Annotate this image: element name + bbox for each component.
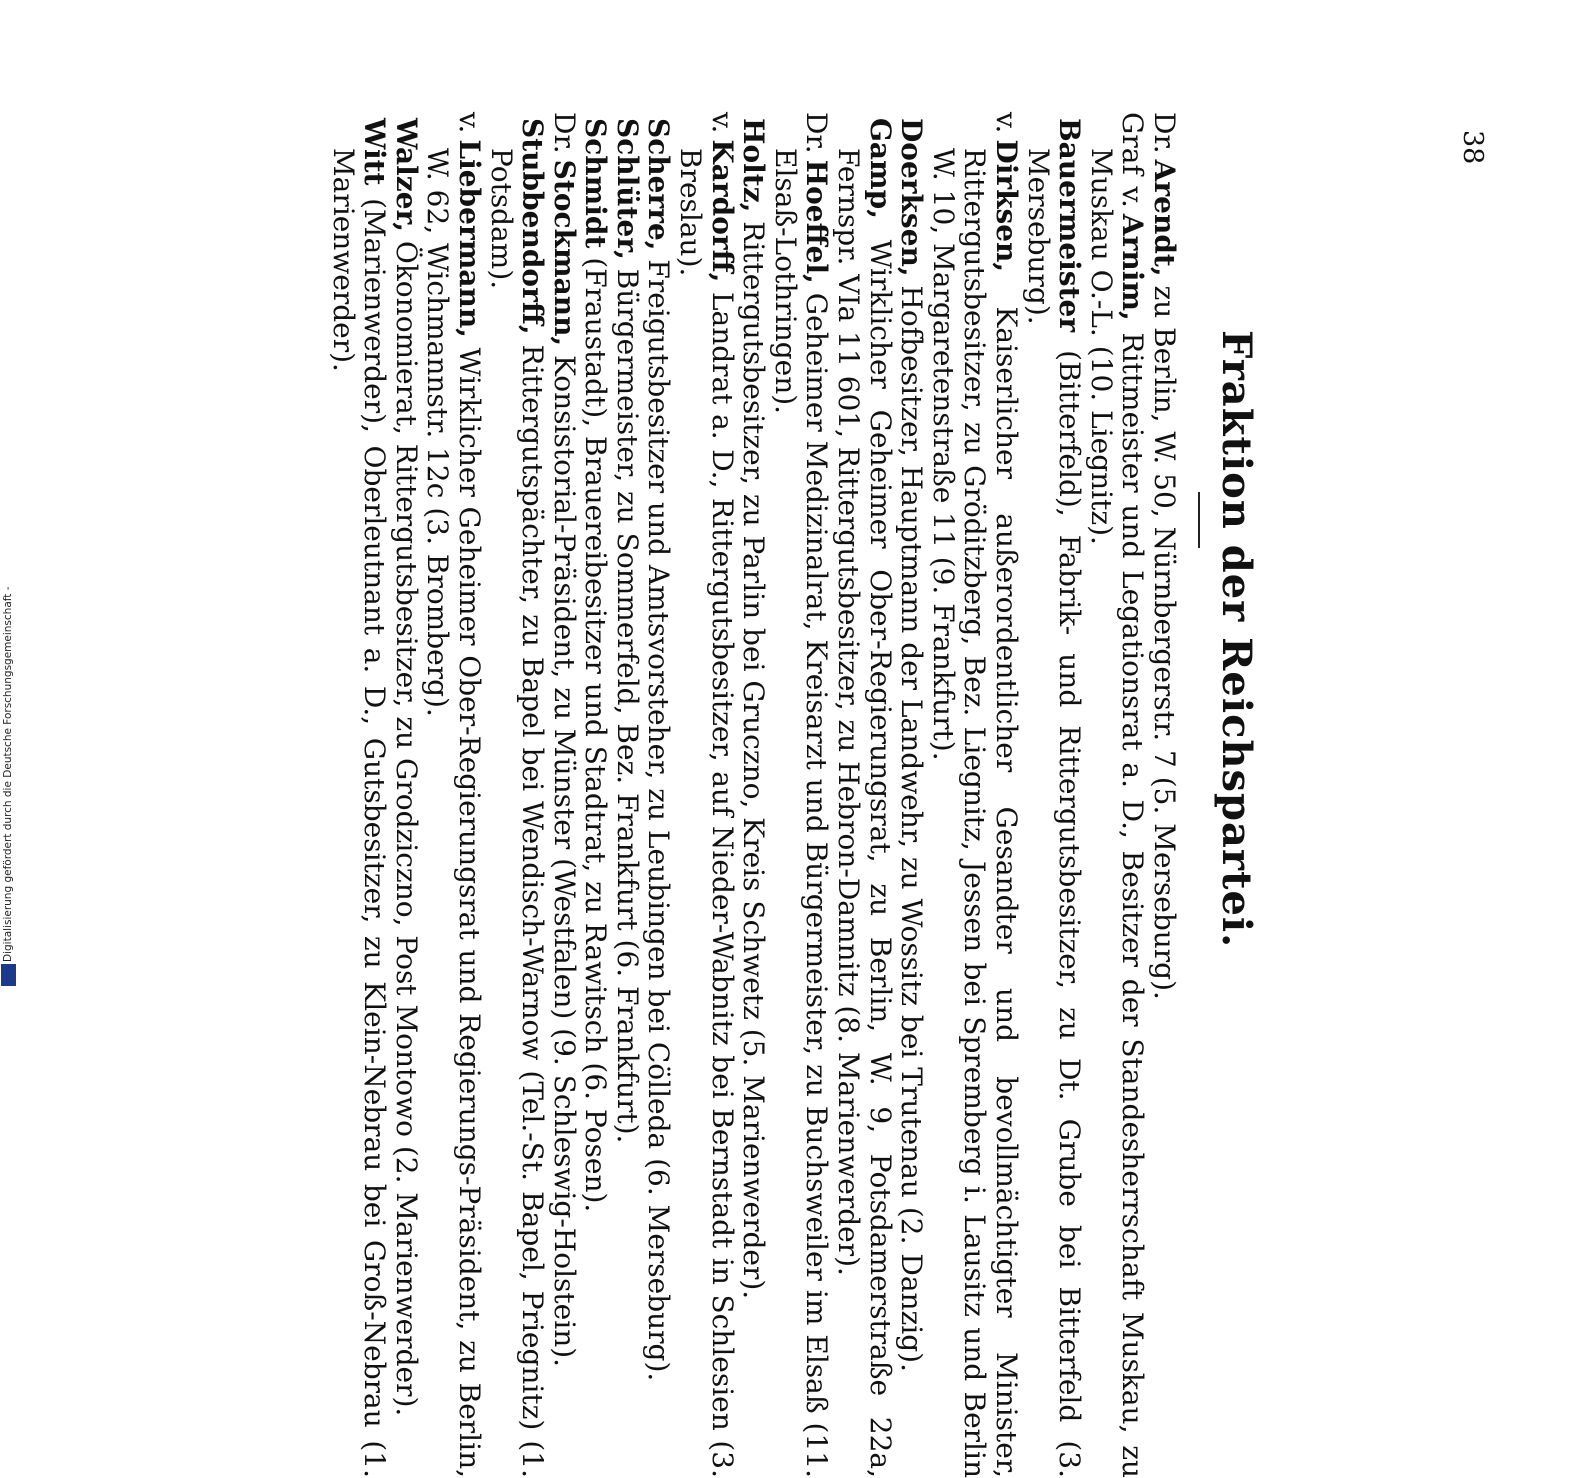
list-item	[675, 112, 738, 1478]
list-item	[738, 112, 770, 1478]
funding-footer	[0, 586, 18, 1000]
entry-prefix: v.	[452, 112, 486, 134]
entry-name: Witt	[358, 118, 392, 186]
entry-name: Scherre,	[642, 118, 676, 251]
entry-text: Freigutsbesitzer und Amtsvorsteher, zu Leubingen bei Cölleda (6. Merseburg).	[642, 259, 676, 1382]
list-item	[769, 112, 832, 1478]
list-item	[896, 112, 928, 1478]
entry-text: Rittergutspächter, zu Bapel bei Wendisch-Warnow (Tel.-St. Bapel, Priegnitz) (1. Potsdam).	[484, 148, 550, 1478]
entry-name: Schlüter,	[610, 118, 644, 260]
entry-name: Stubbendorff,	[516, 118, 550, 335]
entry-name: Stockmann,	[547, 159, 581, 347]
list-item	[1085, 112, 1148, 1478]
title-divider	[1198, 492, 1200, 548]
entry-text: Bürgermeister, zu Sommerfeld, Bez. Frankfurt (6. Frankfurt).	[610, 268, 644, 1144]
entry-text: (Bitterfeld), Fabrik- und Rittergutsbesitzer, zu Dt. Grube bei Bitterfeld (3. Merseburg).	[1021, 148, 1087, 1478]
list-item	[327, 112, 390, 1478]
entry-text: Geheimer Medizinalrat, Kreisarzt und Bürgermeister, zu Buchsweiler im Elsaß (11. Elsaß-Lothringen).	[768, 148, 834, 1478]
entry-name: Holtz,	[737, 118, 771, 213]
entry-prefix: v.	[705, 112, 739, 134]
entry-name: Bauermeister	[1053, 118, 1087, 333]
entry-text: Kaiserlicher außerordentlicher Gesandter und bevollmächtigter Minister, Rittergutsbesitzer, zu Gröditzberg, Bez. Liegnitz, Jessen bei Spremberg i. Lausitz und Berlin W. 10, Margaretenstraße 11 (9. Frankfurt).	[926, 148, 1024, 1478]
list-item	[1022, 112, 1085, 1478]
list-item	[611, 112, 643, 1478]
list-item	[390, 112, 422, 1478]
page-number: 38	[1457, 130, 1488, 165]
entry-prefix: Dr.	[1148, 112, 1181, 154]
entry-text: Wirklicher Geheimer Ober-Regierungsrat, zu Berlin, W. 9, Potsdamerstraße 22a, Fernspr. VIa 11 601, Rittergutsbesitzer, zu Hebron-Damnitz (8. Marienwerder).	[832, 148, 897, 1478]
entry-name: Liebermann,	[452, 139, 486, 338]
dfg-logo	[1, 964, 16, 986]
entry-name: Hoeffel,	[800, 159, 834, 284]
entry-text: Ökonomierat, Rittergutsbesitzer, zu Grodziczno, Post Montowo (2. Marienwerder).	[389, 240, 423, 1417]
entry-prefix: v.	[990, 112, 1024, 134]
page-title: Fraktion der Reichspartei.	[1213, 330, 1260, 949]
funding-note: Digitalisierung gefördert durch die Deutsche Forschungsgemeinschaft -	[2, 586, 14, 962]
entry-prefix: Dr.	[800, 112, 834, 154]
entry-prefix: Graf v.	[1116, 112, 1150, 208]
entry-text: Rittergutsbesitzer, zu Parlin bei Gruczno, Kreis Schwetz (5. Marienwerder).	[737, 221, 771, 1300]
entry-text: (Fraustadt), Brauereibesitzer und Stadtrat, zu Rawitsch (6. Posen).	[579, 257, 613, 1213]
list-item	[485, 112, 548, 1478]
entry-name: Walzer,	[389, 118, 423, 232]
entry-name: Arnim,	[1116, 213, 1150, 321]
entry-text: Hofbesitzer, Hauptmann der Landwehr, zu Wossitz bei Trutenau (2. Danzig).	[895, 285, 929, 1373]
list-item	[643, 112, 675, 1478]
entry-name: Schmidt	[579, 118, 613, 249]
entry-name: Kardorff,	[705, 139, 739, 283]
list-item	[927, 112, 1022, 1478]
list-item	[832, 112, 895, 1478]
entry-text: Landrat a. D., Rittergutsbesitzer, auf Nieder-Wabnitz bei Bernstadt in Schlesien (3. Breslau).	[674, 148, 739, 1478]
entry-text: Konsistorial-Präsident, zu Münster (Westfalen) (9. Schleswig-Holstein).	[547, 355, 581, 1368]
list-item	[1148, 112, 1180, 1478]
list-item	[422, 112, 485, 1478]
entry-name: Gamp,	[863, 118, 897, 220]
entry-text: Rittmeister und Legationsrat a. D., Besitzer der Standesherrschaft Muskau, zu Muskau O.-L. (10. Liegnitz).	[1084, 148, 1150, 1478]
entry-text: (Marienwerder), Oberleutnant a. D., Gutsbesitzer, zu Klein-Nebrau bei Groß-Nebrau (1. Marienwerder).	[326, 148, 392, 1478]
entry-name: Doerksen,	[895, 118, 929, 277]
list-item	[548, 112, 580, 1478]
entry-text: zu Berlin, W. 50, Nürnbergerstr. 7 (5. Merseburg).	[1148, 285, 1181, 1000]
entry-name: Dirksen,	[990, 139, 1024, 273]
entry-name: Arendt,	[1148, 159, 1181, 277]
entry-prefix: Dr.	[547, 112, 581, 154]
list-item	[580, 112, 612, 1478]
member-list	[327, 112, 1180, 1478]
entry-text: Wirklicher Geheimer Ober-Regierungsrat und Regierungs-Präsident, zu Berlin, W. 62, Wichmannstr. 12c (3. Bromberg).	[421, 148, 486, 1478]
